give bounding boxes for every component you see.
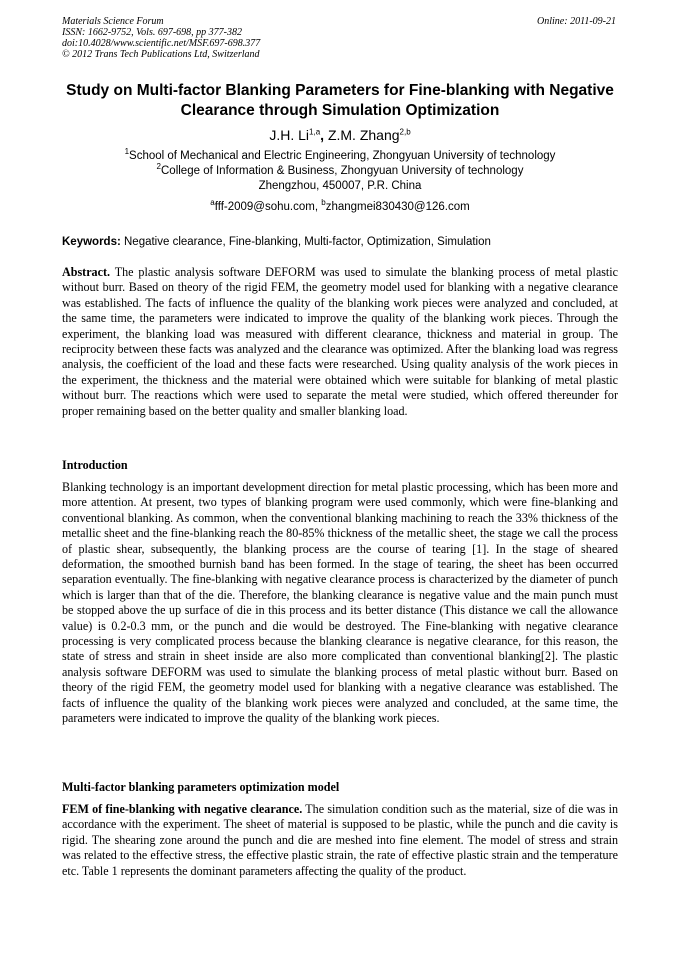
fem-label: FEM of fine-blanking with negative clearance. xyxy=(62,802,303,816)
keywords-label: Keywords: xyxy=(62,236,121,248)
paper-title: Study on Multi-factor Blanking Parameters for Fine-blanking with Negative Clearance through Simulation Optimization xyxy=(66,82,614,119)
issn-line: ISSN: 1662-9752, Vols. 697-698, pp 377-382 xyxy=(62,27,242,38)
author-name: J.H. Li xyxy=(269,127,310,143)
introduction-paragraph: Blanking technology is an important development direction for metal plastic processing, which has been more and more attention. At present, two types of blanking program were used commonly, which were fine-blanking and conventional blanking. As common, when the conventional blanking machining to reach the 33% thickness of the metallic sheet and the fine-blanking reach the 80-85% thickness of the metallic sheet, the stage we call the process of plastic shear, subsequently, the blanking process are the course of tearing [1]. In the stage of sheared deformation, the smoothed burnish band has been formed. In the stage of tearing, the sheet has been occurred separation eventually. The fine-blanking with negative clearance process is characterized by the diameter of punch which is larger than that of the die. Therefore, the blanking clearance is negative value and the main punch must be stopped above the up surface of die in this process and its better distance (This distance we call the allowance value) is 0.2-0.3 mm, or the punch and die would be destroyed. The Fine-blanking with negative clearance processing is very complicated process because the blanking clearance is negative clearance, for this reason, the state of stress and strain in sheet inside are also more complicated than conventional blanking[2]. The plastic analysis software DEFORM was used to simulate the blanking process of metal plastic without burr. Based on theory of the rigid FEM, the geometry model used for blanking with a negative clearance was established. The facts of influence the quality of the blanking work pieces were analyzed and concluded, at the same time, the parameters were indicated to improve the quality of the blanking work pieces. xyxy=(62,480,618,726)
section-heading-multifactor: Multi-factor blanking parameters optimization model xyxy=(62,780,340,794)
online-date: Online: 2011-09-21 xyxy=(537,16,616,27)
affiliation-line xyxy=(62,149,618,164)
doi-line: doi:10.4028/www.scientific.net/MSF.697-698.377 xyxy=(62,38,261,49)
affiliation-superscript: 1 xyxy=(124,147,130,157)
author-line xyxy=(62,126,618,144)
keywords xyxy=(62,235,618,250)
author-superscript: 2,b xyxy=(399,127,411,137)
author-separator: , xyxy=(320,127,328,143)
affiliation-superscript: 2 xyxy=(156,162,161,172)
fem-text: The simulation condition such as the material, size of die was in accordance with the experiment. The sheet of material is supposed to be plastic, while the punch and die cavity is rigid. The shearing zone around the punch and die are meshed into fine element. The model of stress and strain was related to the effective stress, the effective plastic strain, the rate of effective plastic strain and the temperature etc. Table 1 represents the dominant parameters affecting the quality of the product. xyxy=(62,802,618,878)
email-address[interactable]: zhangmei830430@126.com xyxy=(325,201,470,213)
journal-header xyxy=(62,16,618,60)
email-superscript: a xyxy=(210,198,215,208)
fem-paragraph xyxy=(62,802,618,879)
affiliation-location: Zhengzhou, 450007, P.R. China xyxy=(258,180,422,192)
abstract-label: Abstract. xyxy=(62,265,111,279)
abstract-text: The plastic analysis software DEFORM was used to simulate the blanking process of metal plastic without burr. Based on theory of the rigid FEM, the geometry model used for blanking with a negative clearance was established. The facts of influence the quality of the blanking work pieces were analyzed and concluded, at the same time, the parameters were indicated to improve the quality of the blanking work pieces. Through the experiment, the blanking load was measured with different clearance, thickness and material in group. The reciprocity between these facts was analyzed and the clearance was optimized. After the blanking load was regress analysis, the coefficient of the load and these facts were researched. Using quality analysis of the work pieces in the experiment, the thickness and the material were obtained which were suitable for blanking of metal plastic without burr. The reactions which were used to separate the metal were studied, which offered thereunder for proper remaining based on the better quality and smaller blanking load. xyxy=(62,265,618,418)
email-superscript: b xyxy=(321,198,326,208)
affiliation-line xyxy=(62,164,618,179)
affiliation-text: College of Information & Business, Zhongyuan University of technology xyxy=(161,165,524,177)
abstract-paragraph xyxy=(62,265,618,419)
affiliation-text: School of Mechanical and Electric Engineering, Zhongyuan University of technology xyxy=(129,150,556,162)
copyright-line: © 2012 Trans Tech Publications Ltd, Switzerland xyxy=(62,49,260,60)
journal-name: Materials Science Forum xyxy=(62,16,164,27)
keywords-text: Negative clearance, Fine-blanking, Multi-factor, Optimization, Simulation xyxy=(120,236,491,248)
section-heading-introduction: Introduction xyxy=(62,458,128,472)
author-name: Z.M. Zhang xyxy=(327,127,400,143)
email-address[interactable]: fff-2009@sohu.com, xyxy=(214,201,322,213)
affiliations xyxy=(62,149,618,194)
author-superscript: 1,a xyxy=(309,127,321,137)
email-line xyxy=(62,200,618,215)
